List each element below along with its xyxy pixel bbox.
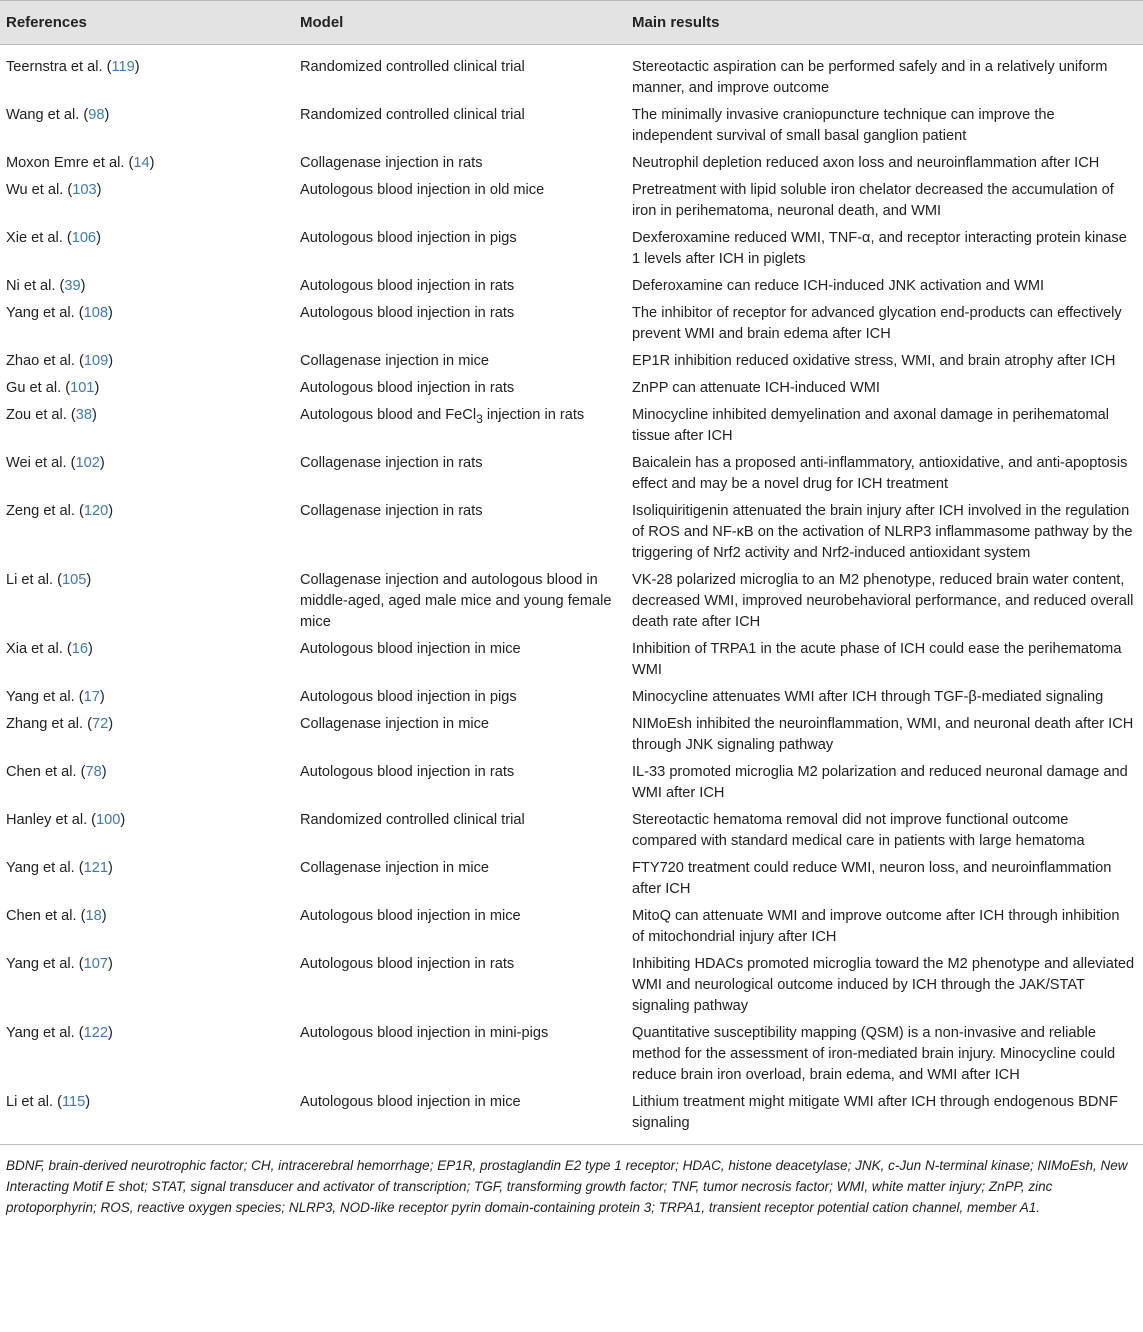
reference-number-link[interactable]: 72 [92, 716, 109, 732]
reference-number-link[interactable]: 105 [61, 572, 87, 588]
model-cell: Randomized controlled clinical trial [300, 59, 525, 75]
reference-cell [0, 177, 296, 225]
result-cell: Neutrophil depletion reduced axon loss and neuroinflammation after ICH [632, 155, 1100, 171]
model-cell: Autologous blood injection in old mice [300, 182, 545, 198]
reference-cell [0, 759, 296, 807]
table-row [0, 855, 1143, 903]
reference-author: Yang et al. ( [6, 956, 84, 972]
model-cell: Autologous blood injection in pigs [300, 689, 517, 705]
table-body [0, 45, 1143, 1145]
reference-close-paren: ) [87, 641, 93, 657]
reference-number-link[interactable]: 121 [83, 860, 108, 876]
reference-cell [0, 375, 296, 402]
model-text: injection in rats [482, 407, 585, 423]
model-cell: Autologous blood injection in rats [300, 380, 515, 396]
reference-cell [0, 903, 296, 951]
result-cell: Minocycline attenuates WMI after ICH through TGF-β-mediated signaling [632, 689, 1104, 705]
table-row [0, 348, 1143, 375]
reference-number-link[interactable]: 115 [61, 1094, 86, 1110]
reference-close-paren: ) [96, 230, 101, 246]
reference-number-link[interactable]: 101 [70, 380, 95, 396]
reference-cell [0, 348, 296, 375]
table-row [0, 807, 1143, 855]
reference-cell [0, 450, 296, 498]
result-cell: MitoQ can attenuate WMI and improve outcome after ICH through inhibition of mitochondrial injury after ICH [632, 908, 1120, 945]
reference-close-paren: ) [101, 764, 107, 780]
result-cell: ZnPP can attenuate ICH-induced WMI [632, 380, 880, 396]
result-cell: Pretreatment with lipid soluble iron chelator decreased the accumulation of iron in perihematoma, neuronal death, and WMI [632, 182, 1114, 219]
model-cell [296, 402, 626, 450]
header-references: References [0, 1, 296, 45]
reference-close-paren: ) [99, 689, 105, 705]
model-cell: Collagenase injection in mice [300, 716, 490, 732]
reference-author: Chen et al. ( [6, 764, 86, 780]
reference-cell [0, 225, 296, 273]
reference-number-link[interactable]: 120 [83, 503, 109, 519]
table-row [0, 759, 1143, 807]
reference-author: Zhao et al. ( [6, 353, 84, 369]
reference-number-link[interactable]: 119 [111, 59, 135, 75]
table-row [0, 684, 1143, 711]
table-footnote: BDNF, brain-derived neurotrophic factor; CH, intracerebral hemorrhage; EP1R, prostaglandin E2 type 1 receptor; HDAC, histone deacetylase; JNK, c-Jun N-terminal kinase; NIMoEsh, New Interacting Motif E shot; STAT, signal transducer and activator of transcription; TGF, transforming growth factor; TNF, tumor necrosis factor; WMI, white matter injury; ZnPP, zinc protoporphyrin; ROS, reactive oxygen species; NLRP3, NOD-like receptor pyrin domain-containing protein 3; TRPA1, transient receptor potential cation channel, member A1. [6, 1158, 1128, 1215]
result-cell: The inhibitor of receptor for advanced glycation end-products can effectively prevent WMI and brain edema after ICH [632, 305, 1122, 342]
result-cell: Inhibition of TRPA1 in the acute phase of ICH could ease the perihematoma WMI [632, 641, 1122, 678]
table-row [0, 1020, 1143, 1089]
model-cell: Collagenase injection in mice [300, 353, 490, 369]
model-text: Autologous blood and FeCl [300, 407, 477, 423]
reference-close-paren: ) [108, 503, 114, 519]
reference-close-paren: ) [85, 1094, 91, 1110]
reference-number-link[interactable]: 106 [71, 230, 97, 246]
reference-cell [0, 102, 296, 150]
table-header [0, 1, 1143, 45]
reference-number-link[interactable]: 100 [96, 812, 121, 828]
model-cell: Autologous blood injection in pigs [300, 230, 517, 246]
table-row [0, 498, 1143, 567]
result-cell: FTY720 treatment could reduce WMI, neuron loss, and neuroinflammation after ICH [632, 860, 1112, 897]
reference-cell [0, 711, 296, 759]
reference-close-paren: ) [107, 860, 113, 876]
model-cell: Autologous blood injection in mini-pigs [300, 1025, 549, 1041]
reference-number-link[interactable]: 107 [83, 956, 108, 972]
model-cell: Autologous blood injection in mice [300, 1094, 521, 1110]
reference-number-link[interactable]: 122 [83, 1025, 108, 1041]
reference-cell [0, 807, 296, 855]
reference-number-link[interactable]: 16 [71, 641, 88, 657]
result-cell: Inhibiting HDACs promoted microglia toward the M2 phenotype and alleviated WMI and neurological outcome induced by ICH through the JAK/STAT signaling pathway [632, 956, 1135, 1014]
reference-author: Gu et al. ( [6, 380, 71, 396]
result-cell: Minocycline inhibited demyelination and axonal damage in perihematomal tissue after ICH [632, 407, 1110, 444]
table-row [0, 951, 1143, 1020]
reference-close-paren: ) [101, 908, 107, 924]
reference-author: Wang et al. ( [6, 107, 89, 123]
reference-close-paren: ) [107, 1025, 113, 1041]
result-cell: Lithium treatment might mitigate WMI after ICH through endogenous BDNF signaling [632, 1094, 1118, 1131]
table-row [0, 300, 1143, 348]
table-row [0, 102, 1143, 150]
table-row [0, 903, 1143, 951]
table-row [0, 45, 1143, 103]
table-row [0, 1089, 1143, 1144]
table-row [0, 567, 1143, 636]
reference-close-paren: ) [86, 572, 92, 588]
result-cell: The minimally invasive craniopuncture technique can improve the independent survival of small basal ganglion patient [632, 107, 1055, 144]
reference-close-paren: ) [134, 59, 140, 75]
table-row [0, 636, 1143, 684]
reference-author: Li et al. ( [6, 1094, 62, 1110]
table-row [0, 450, 1143, 498]
model-cell: Autologous blood injection in rats [300, 305, 515, 321]
result-cell: Deferoxamine can reduce ICH-induced JNK activation and WMI [632, 278, 1045, 294]
header-main-results: Main results [626, 1, 1143, 45]
reference-close-paren: ) [108, 353, 114, 369]
model-cell: Autologous blood injection in rats [300, 764, 515, 780]
model-cell: Collagenase injection in rats [300, 503, 483, 519]
reference-close-paren: ) [94, 380, 100, 396]
reference-author: Yang et al. ( [6, 305, 84, 321]
reference-author: Chen et al. ( [6, 908, 86, 924]
reference-close-paren: ) [108, 716, 114, 732]
result-cell: Stereotactic hematoma removal did not improve functional outcome compared with standard medical care in patients with large hematoma [632, 812, 1085, 849]
reference-number-link[interactable]: 109 [83, 353, 109, 369]
reference-cell [0, 150, 296, 177]
reference-close-paren: ) [99, 455, 105, 471]
result-cell: IL-33 promoted microglia M2 polarization and reduced neuronal damage and WMI after ICH [632, 764, 1128, 801]
reference-close-paren: ) [149, 155, 155, 171]
reference-close-paren: ) [107, 305, 113, 321]
reference-author: Ni et al. ( [6, 278, 65, 294]
model-cell: Collagenase injection in rats [300, 155, 483, 171]
reference-cell [0, 951, 296, 1020]
reference-close-paren: ) [92, 407, 97, 423]
reference-author: Yang et al. ( [6, 1025, 84, 1041]
result-cell: Baicalein has a proposed anti-inflammatory, antioxidative, and anti-apoptosis effect and may be a novel drug for ICH treatment [632, 455, 1128, 492]
reference-cell [0, 684, 296, 711]
reference-cell [0, 567, 296, 636]
reference-number-link[interactable]: 78 [85, 764, 102, 780]
reference-cell [0, 300, 296, 348]
result-cell: EP1R inhibition reduced oxidative stress, WMI, and brain atrophy after ICH [632, 353, 1116, 369]
model-cell: Collagenase injection in rats [300, 455, 483, 471]
model-cell: Randomized controlled clinical trial [300, 812, 525, 828]
reference-cell [0, 402, 296, 450]
reference-author: Xie et al. ( [6, 230, 72, 246]
reference-cell [0, 273, 296, 300]
table-row [0, 273, 1143, 300]
model-cell: Autologous blood injection in mice [300, 908, 521, 924]
table-row [0, 150, 1143, 177]
model-cell: Autologous blood injection in rats [300, 956, 515, 972]
reference-author: Wei et al. ( [6, 455, 76, 471]
reference-cell [0, 855, 296, 903]
table-row [0, 402, 1143, 450]
reference-close-paren: ) [80, 278, 86, 294]
reference-number-link[interactable]: 108 [83, 305, 108, 321]
reference-cell [0, 636, 296, 684]
reference-number-link[interactable]: 102 [75, 455, 100, 471]
table-row [0, 225, 1143, 273]
reference-author: Moxon Emre et al. ( [6, 155, 134, 171]
reference-cell [0, 498, 296, 567]
reference-close-paren: ) [120, 812, 126, 828]
reference-cell [0, 45, 296, 103]
reference-author: Wu et al. ( [6, 182, 73, 198]
reference-author: Teernstra et al. ( [6, 59, 112, 75]
model-cell: Randomized controlled clinical trial [300, 107, 525, 123]
result-cell: Dexferoxamine reduced WMI, TNF-α, and receptor interacting protein kinase 1 levels after ICH in piglets [632, 230, 1127, 267]
reference-author: Zhang et al. ( [6, 716, 92, 732]
reference-cell [0, 1089, 296, 1144]
result-cell: Isoliquiritigenin attenuated the brain injury after ICH involved in the regulation of ROS and NF-κB on the activation of NLRP3 inflammasome pathway by the triggering of Nrf2 activity and Nrf2-induced antioxidant system [632, 503, 1133, 561]
reference-close-paren: ) [107, 956, 113, 972]
result-cell: NIMoEsh inhibited the neuroinflammation, WMI, and neuronal death after ICH through JNK signaling pathway [632, 716, 1134, 753]
reference-cell [0, 1020, 296, 1089]
model-cell: Collagenase injection in mice [300, 860, 490, 876]
reference-author: Yang et al. ( [6, 689, 84, 705]
model-cell: Autologous blood injection in mice [300, 641, 521, 657]
model-cell: Autologous blood injection in rats [300, 278, 515, 294]
reference-number-link[interactable]: 39 [64, 278, 81, 294]
reference-number-link[interactable]: 103 [72, 182, 97, 198]
reference-close-paren: ) [96, 182, 102, 198]
model-subscript: 3 [476, 411, 483, 426]
header-row [0, 1, 1143, 45]
header-model: Model [296, 1, 626, 45]
reference-number-link[interactable]: 98 [88, 107, 105, 123]
reference-number-link[interactable]: 18 [85, 908, 102, 924]
result-cell: Quantitative susceptibility mapping (QSM) is a non-invasive and reliable method for the assessment of iron-mediated brain injury. Minocycline could reduce brain iron overload, brain edema, and WMI after ICH [632, 1025, 1116, 1083]
reference-number-link[interactable]: 38 [75, 407, 92, 423]
reference-author: Li et al. ( [6, 572, 62, 588]
result-cell: VK-28 polarized microglia to an M2 phenotype, reduced brain water content, decreased WMI, improved neurobehavioral performance, and reduced overall death rate after ICH [632, 572, 1134, 630]
result-cell: Stereotactic aspiration can be performed safely and in a relatively uniform manner, and improve outcome [632, 59, 1108, 96]
table-row [0, 375, 1143, 402]
reference-author: Xia et al. ( [6, 641, 72, 657]
reference-number-link[interactable]: 14 [133, 155, 150, 171]
reference-number-link[interactable]: 17 [83, 689, 100, 705]
reference-close-paren: ) [104, 107, 110, 123]
model-cell: Collagenase injection and autologous blood in middle-aged, aged male mice and young female mice [300, 572, 612, 630]
reference-author: Yang et al. ( [6, 860, 84, 876]
reference-author: Zou et al. ( [6, 407, 76, 423]
reference-author: Hanley et al. ( [6, 812, 97, 828]
table-row [0, 711, 1143, 759]
table-row [0, 177, 1143, 225]
reference-author: Zeng et al. ( [6, 503, 84, 519]
